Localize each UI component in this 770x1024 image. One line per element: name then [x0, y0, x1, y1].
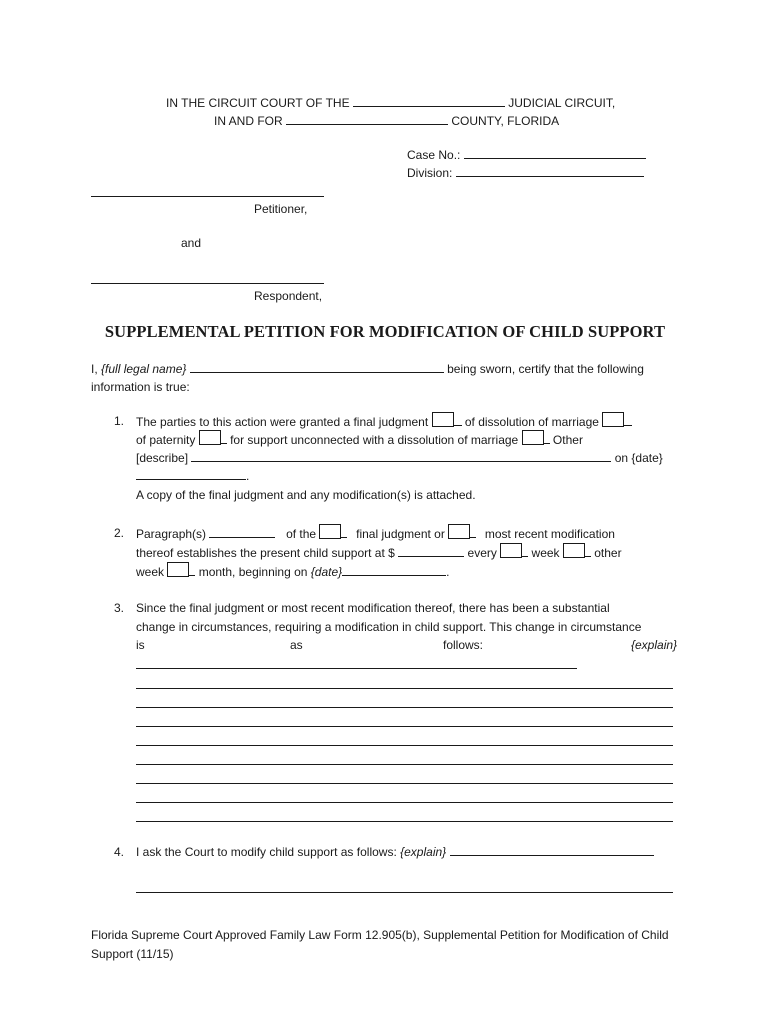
unconnected-support-checkbox[interactable] [522, 430, 544, 445]
explain-line[interactable] [136, 668, 577, 669]
item-3-word-follows: follows: [443, 638, 484, 652]
division-row: Division: [407, 164, 644, 182]
item-2-line-3: week month, beginning on {date} . [136, 562, 450, 581]
item-1-line-3: [describe] on {date} [136, 451, 663, 465]
other-week-checkbox[interactable] [563, 543, 585, 558]
support-amount-field[interactable] [398, 544, 464, 557]
item-2-line-2: thereof establishes the present child support at $ every week other [136, 543, 622, 562]
item-3-line-1: Since the final judgment or most recent modification thereof, there has been a substantial [136, 601, 610, 615]
explain-line[interactable] [136, 707, 673, 708]
month-checkbox[interactable] [167, 562, 189, 577]
item-3-word-as: as [290, 638, 303, 652]
item-1-line-2: of paternity for support unconnected with a dissolution of marriage Other [136, 430, 583, 449]
item2-final-judgment-checkbox[interactable] [319, 524, 341, 539]
item-1-line-5: A copy of the final judgment and any modification(s) is attached. [136, 488, 476, 502]
item-1-line-1: The parties to this action were granted a final judgment of dissolution of marriage [136, 412, 632, 431]
judicial-circuit-blank[interactable] [353, 94, 505, 107]
explain-line[interactable] [136, 783, 673, 784]
respondent-label: Respondent, [254, 289, 323, 303]
modify-request-field[interactable] [450, 843, 654, 856]
judgment-date-field[interactable] [136, 467, 246, 480]
modify-request-line[interactable] [136, 892, 673, 893]
form-title: SUPPLEMENTAL PETITION FOR MODIFICATION OF CHILD SUPPORT [104, 322, 666, 341]
respondent-name-field[interactable] [91, 283, 324, 284]
paternity-checkbox[interactable] [199, 430, 221, 445]
dissolution-of-marriage-checkbox[interactable] [602, 412, 624, 427]
county-line: IN AND FOR COUNTY, FLORIDA [214, 114, 560, 128]
county-blank[interactable] [286, 112, 448, 125]
explain-line[interactable] [136, 802, 673, 803]
full-legal-name-field[interactable] [190, 360, 444, 373]
item-1-number: 1. [114, 414, 125, 428]
item-4-line: I ask the Court to modify child support as follows: {explain} [136, 843, 654, 861]
explain-line[interactable] [136, 726, 673, 727]
other-describe-field[interactable] [191, 449, 611, 462]
final-judgment-checkbox[interactable] [432, 412, 454, 427]
petitioner-label: Petitioner, [254, 202, 308, 216]
item-3-number: 3. [114, 601, 125, 615]
every-week-checkbox[interactable] [500, 543, 522, 558]
explain-line[interactable] [136, 688, 673, 689]
court-line: IN THE CIRCUIT COURT OF THE JUDICIAL CIRCUIT, [166, 96, 616, 110]
explain-line[interactable] [136, 821, 673, 822]
item-3-line-2: change in circumstances, requiring a modification in child support. This change in circumstance [136, 620, 642, 634]
most-recent-modification-checkbox[interactable] [448, 524, 470, 539]
division-field[interactable] [456, 164, 644, 177]
item-3-word-is: is [136, 638, 145, 652]
intro-line-2: information is true: [91, 380, 190, 394]
explain-line[interactable] [136, 764, 673, 765]
item-3-word-explain: {explain} [631, 638, 678, 652]
item-2-line-1: Paragraph(s) of the final judgment or most recent modification [136, 524, 615, 543]
item-4-number: 4. [114, 845, 125, 859]
case-no-field[interactable] [464, 146, 646, 159]
intro-line: I, {full legal name} being sworn, certify that the following [91, 362, 644, 376]
explain-line[interactable] [136, 745, 673, 746]
case-no-row: Case No.: [407, 146, 646, 164]
item-1-line-4: . [136, 467, 249, 485]
item-2-number: 2. [114, 526, 125, 540]
and-label: and [181, 236, 202, 250]
petitioner-name-field[interactable] [91, 196, 324, 197]
paragraphs-field[interactable] [209, 525, 275, 538]
form-footer: Florida Supreme Court Approved Family Law Form 12.905(b), Supplemental Petition for Modification of Child Support (11/15) [91, 928, 669, 961]
beginning-date-field[interactable] [342, 563, 446, 576]
